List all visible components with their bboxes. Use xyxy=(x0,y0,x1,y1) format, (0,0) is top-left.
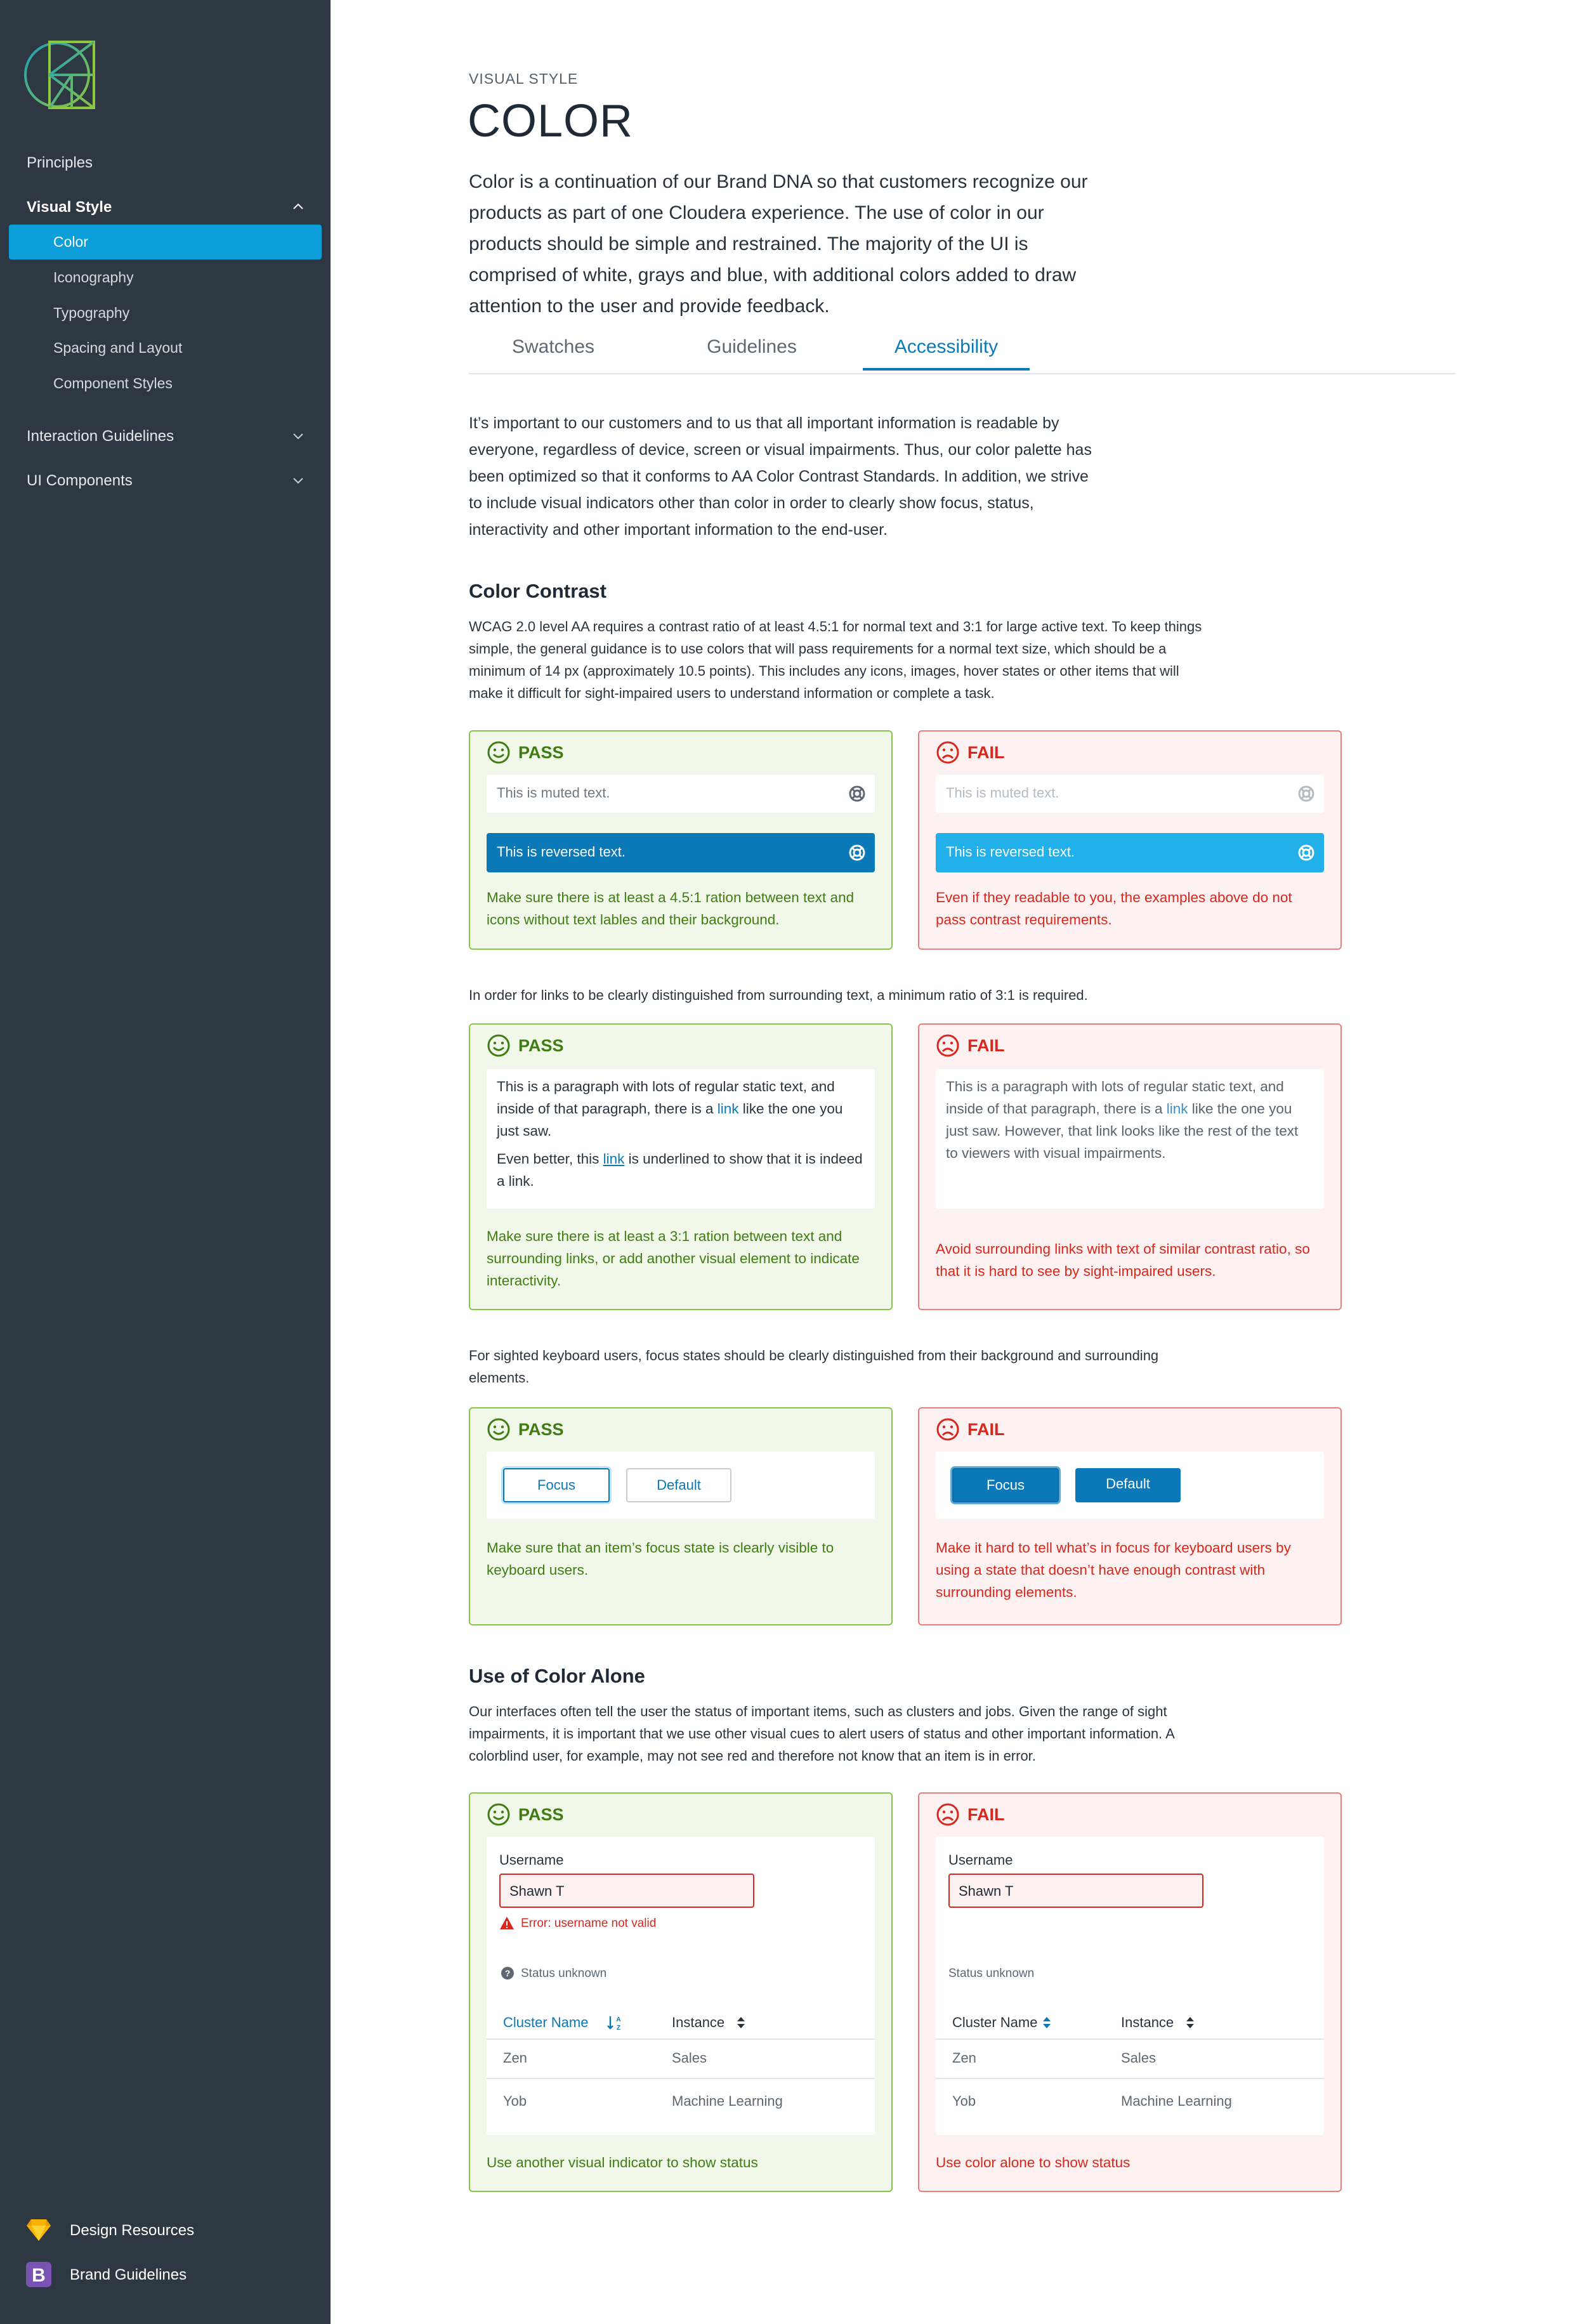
pass-note: Use another visual indicator to show status xyxy=(487,2155,758,2170)
sidebar-item-interaction-guidelines[interactable]: Interaction Guidelines xyxy=(27,428,174,445)
muted-text-row xyxy=(936,775,1324,813)
lifebuoy-icon xyxy=(1297,844,1315,862)
sidebar-subitem-iconography[interactable]: Iconography xyxy=(53,269,134,286)
underlined-link[interactable]: link xyxy=(603,1151,625,1167)
lifebuoy-icon xyxy=(1297,785,1315,803)
sidebar-subitem-spacing-layout[interactable]: Spacing and Layout xyxy=(53,339,183,356)
table-cell: Machine Learning xyxy=(1121,2093,1232,2109)
contrast-paragraph: WCAG 2.0 level AA requires a contrast ratio of at least 4.5:1 for normal text and 3:1 for large active text. To keep things simple, the general guidance is to use colors that will pass requirements for a normal text size, which should be a minimum of 14 px (approximately 10.5 points). This includes any icons, images, hover states or other items that will make it difficult for sight-impaired users to understand information or complete a task. xyxy=(469,619,1202,701)
link-example-box xyxy=(936,1069,1324,1209)
sort-icon[interactable] xyxy=(735,2016,747,2030)
paragraph-with-link: This is a paragraph with lots of regular static text, and inside of that paragraph, there is a link like the one you just saw. However, that link looks like the rest of the text to viewers with visual impairments. xyxy=(946,1079,1299,1161)
reversed-text-row xyxy=(936,833,1324,872)
frown-icon xyxy=(936,740,960,765)
reversed-text: This is reversed text. xyxy=(946,844,1075,860)
username-input[interactable]: Shawn T xyxy=(948,1874,1203,1908)
table-cell: Yob xyxy=(952,2093,976,2109)
column-header-instance[interactable]: Instance xyxy=(1121,2014,1174,2030)
page-title: COLOR xyxy=(468,96,634,147)
section-title-color-contrast: Color Contrast xyxy=(469,580,606,602)
svg-text:A: A xyxy=(616,2016,621,2023)
column-header-cluster-name[interactable]: Cluster Name xyxy=(503,2014,589,2030)
chevron-down-icon[interactable] xyxy=(291,428,306,443)
sidebar-item-visual-style[interactable]: Visual Style xyxy=(27,199,112,216)
sidebar-subitem-color[interactable]: Color xyxy=(9,225,322,259)
chevron-down-icon[interactable] xyxy=(291,473,306,488)
focus-example-box xyxy=(487,1452,875,1519)
fail-note: Use color alone to show status xyxy=(936,2155,1131,2170)
smile-icon xyxy=(487,1417,511,1441)
focus-fail-card: FAIL Focus Default Make it hard to tell what’s in focus for keyboard users by using a state that doesn’t have enough contrast with surrounding elements. xyxy=(918,1407,1342,1625)
table-divider xyxy=(487,2038,875,2040)
column-header-cluster-name[interactable]: Cluster Name xyxy=(952,2014,1038,2030)
table-cell: Yob xyxy=(503,2093,527,2109)
links-paragraph: In order for links to be clearly distinguished from surrounding text, a minimum ratio of 3:1 is required. xyxy=(469,987,1088,1003)
username-label: Username xyxy=(499,1852,564,1868)
status-text: Status unknown xyxy=(521,1967,607,1980)
sketch-icon xyxy=(25,2217,52,2243)
sidebar-item-principles[interactable]: Principles xyxy=(27,154,93,171)
username-label: Username xyxy=(948,1852,1013,1868)
svg-text:Z: Z xyxy=(616,2025,621,2031)
table-cell: Zen xyxy=(952,2050,976,2066)
brand-guidelines-link[interactable]: Brand Guidelines xyxy=(70,2266,187,2283)
inline-link[interactable]: link xyxy=(717,1101,739,1117)
focus-paragraph: For sighted keyboard users, focus states should be clearly distinguished from their background and surrounding elements. xyxy=(469,1348,1159,1386)
links-pass-card: PASS This is a paragraph with lots of regular static text, and inside of that paragraph, there is a link like the one you just saw. Even better, this link is underlined to show that it is indeed a link. Make sure there is at least a 3:1 ration between text and surrounding links, or add another visual element to indicate interactivity. xyxy=(469,1023,893,1310)
muted-text: This is muted text. xyxy=(497,785,610,801)
tab-accessibility[interactable]: Accessibility xyxy=(894,336,999,357)
svg-text:?: ? xyxy=(504,1968,511,1978)
status-example-box xyxy=(487,1837,875,2135)
lifebuoy-icon xyxy=(848,844,866,862)
status-example-box xyxy=(936,1837,1324,2135)
sidebar-subitem-typography[interactable]: Typography xyxy=(53,305,130,321)
default-button[interactable]: Default xyxy=(626,1468,731,1502)
table-cell: Zen xyxy=(503,2050,527,2066)
sort-icon[interactable] xyxy=(1184,2016,1196,2030)
frown-icon xyxy=(936,1417,960,1441)
svg-text:B: B xyxy=(32,2265,46,2286)
focus-button[interactable]: Focus xyxy=(503,1468,610,1502)
sidebar-item-ui-components[interactable]: UI Components xyxy=(27,472,133,489)
status-text: Status unknown xyxy=(948,1967,1035,1980)
pass-note: Make sure there is at least a 4.5:1 ration between text and icons without text lables and their background. xyxy=(487,890,855,928)
column-header-instance[interactable]: Instance xyxy=(672,2014,725,2030)
muted-text: This is muted text. xyxy=(946,785,1059,801)
section-title-color-alone: Use of Color Alone xyxy=(469,1665,645,1687)
table-cell: Sales xyxy=(1121,2050,1157,2066)
intro-paragraph: Color is a continuation of our Brand DNA so that customers recognize our products as part of one Cloudera experience. The use of color in our products should be simple and restrained. The majority of the UI is comprised of white, grays and blue, with additional colors added to draw attention to the user and provide feedback. xyxy=(469,171,1088,317)
cloudera-logo-icon[interactable] xyxy=(24,38,98,112)
link-example-box xyxy=(487,1069,875,1209)
tab-guidelines[interactable]: Guidelines xyxy=(707,336,797,357)
sort-alpha-icon[interactable] xyxy=(607,2014,624,2031)
bootstrap-icon xyxy=(25,2261,52,2288)
reversed-text: This is reversed text. xyxy=(497,844,626,860)
focus-pass-card: PASS Focus Default Make sure that an item’s focus state is clearly visible to keyboard users. xyxy=(469,1407,893,1625)
table-divider xyxy=(936,2038,1324,2040)
table-cell: Machine Learning xyxy=(672,2093,783,2109)
eyebrow: VISUAL STYLE xyxy=(469,70,579,87)
frown-icon xyxy=(936,1802,960,1827)
frown-icon xyxy=(936,1034,960,1058)
pass-note: Make sure there is at least a 3:1 ration between text and surrounding links, or add another visual element to indicate interactivity. xyxy=(487,1228,860,1289)
smile-icon xyxy=(487,740,511,765)
muted-text-row xyxy=(487,775,875,813)
pass-note: Make sure that an item’s focus state is clearly visible to keyboard users. xyxy=(487,1540,834,1578)
table-cell: Sales xyxy=(672,2050,707,2066)
sidebar-subitem-component-styles[interactable]: Component Styles xyxy=(53,375,173,391)
table-divider xyxy=(936,2078,1324,2079)
contrast-pass-card: PASS This is muted text. This is reversed text. Make sure there is at least a 4.5:1 ration between text and icons without text lables and their background. xyxy=(469,730,893,950)
warning-icon xyxy=(499,1915,514,1931)
smile-icon xyxy=(487,1034,511,1058)
reversed-text-row xyxy=(487,833,875,872)
tab-bar xyxy=(469,330,1456,374)
default-button[interactable]: Default xyxy=(1075,1468,1181,1502)
status-fail-card: FAIL Username Shawn T Status unknown Cluster Name Instance Zen Sales Yob Machine Learning Use color alone to show status xyxy=(918,1792,1342,2192)
sidebar xyxy=(0,0,331,2324)
help-circle-icon xyxy=(501,1966,514,1980)
status-pass-card: PASS Username Shawn T Error: username not valid ? Status unknown Cluster Name A Z Instance Zen Sales Yob Machine Learning Use another visual indicator to show status xyxy=(469,1792,893,2192)
inline-link[interactable]: link xyxy=(1166,1101,1188,1117)
fail-note: Avoid surrounding links with text of similar contrast ratio, so that it is hard to see by sight-impaired users. xyxy=(936,1241,1310,1279)
tab-swatches[interactable]: Swatches xyxy=(511,336,595,357)
table-divider xyxy=(487,2078,875,2079)
username-input[interactable]: Shawn T xyxy=(499,1874,754,1908)
paragraph-with-underlined-link: Even better, this link is underlined to show that it is indeed a link. xyxy=(497,1151,863,1189)
fail-note: Make it hard to tell what’s in focus for keyboard users by using a state that doesn’t have enough contrast with surrounding elements. xyxy=(936,1540,1291,1600)
color-alone-paragraph: Our interfaces often tell the user the status of important items, such as clusters and jobs. Given the range of sight impairments, it is important that we use other visual cues to alert users of status and other important information. A colorblind user, for example, may not see red and therefore not know that an item is in error. xyxy=(469,1704,1174,1764)
lifebuoy-icon xyxy=(848,785,866,803)
smile-icon xyxy=(487,1802,511,1827)
error-message: Error: username not valid xyxy=(521,1917,657,1930)
focus-button[interactable]: Focus xyxy=(952,1468,1059,1502)
contrast-fail-card: FAIL This is muted text. This is reversed text. Even if they readable to you, the examples above do not pass contrast requirements. xyxy=(918,730,1342,950)
paragraph-with-link: This is a paragraph with lots of regular static text, and inside of that paragraph, there is a link like the one you just saw. xyxy=(497,1079,843,1139)
design-resources-link[interactable]: Design Resources xyxy=(70,2222,195,2239)
main-content xyxy=(331,0,1586,2324)
chevron-up-icon[interactable] xyxy=(291,199,306,214)
focus-example-box xyxy=(936,1452,1324,1519)
active-tab-indicator xyxy=(863,368,1030,371)
accessibility-intro: It’s important to our customers and to us that all important information is readable by everyone, regardless of device, screen or visual impairments. Thus, our color palette has been optimized so that it conforms to AA Color Contrast Standards. In addition, we strive to include visual indicators other than color in order to clearly show focus, status, interactivity and other important information to the end-user. xyxy=(469,414,1092,539)
fail-note: Even if they readable to you, the examples above do not pass contrast requirements. xyxy=(936,890,1292,928)
links-fail-card: FAIL This is a paragraph with lots of regular static text, and inside of that paragraph, there is a link like the one you just saw. However, that link looks like the rest of the text to viewers with visual impairments. Avoid surrounding links with text of similar contrast ratio, so that it is hard to see by sight-impaired users. xyxy=(918,1023,1342,1310)
sort-icon[interactable] xyxy=(1041,2016,1052,2030)
